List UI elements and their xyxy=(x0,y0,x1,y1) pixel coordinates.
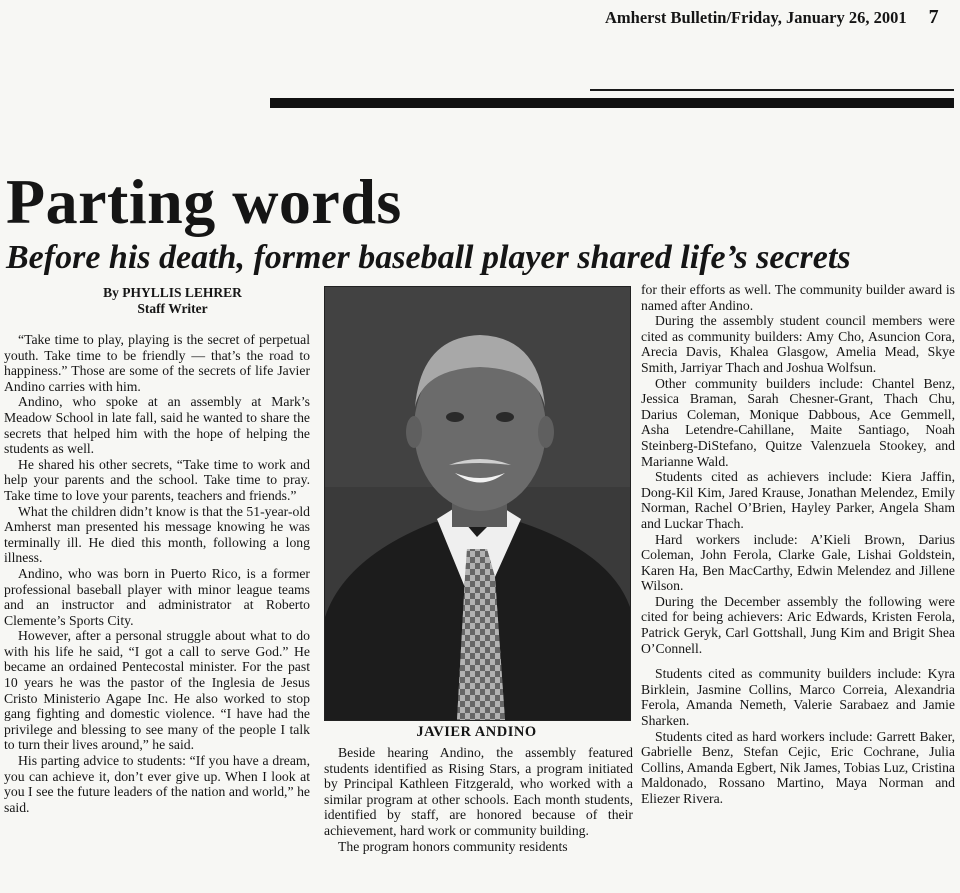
byline-author: By PHYLLIS LEHRER xyxy=(103,285,242,300)
paragraph: Students cited as achievers include: Kiera Jaffin, Dong-Kil Kim, Jared Krause, Jonathan Melendez, Emily Norman, Rachel O’Brien, Hayley Parker, Angela Sham and Luckar Thach. xyxy=(641,469,955,531)
masthead xyxy=(605,6,939,29)
paragraph: Hard workers include: A’Kieli Brown, Darius Coleman, John Ferola, Clarke Gale, Lishai Goldstein, Karen Ha, Ben MacCarthy, Edwin Melendez and Jillene Wilson. xyxy=(641,531,955,594)
portrait-illustration xyxy=(325,287,630,720)
paragraph: Andino, who spoke at an assembly at Mark’s Meadow School in late fall, said he wanted to share the secrets that helped him with the hope of helping the students as well. xyxy=(4,394,310,457)
paragraph: Other community builders include: Chantel Benz, Jessica Braman, Sarah Chesner-Grant, Thach Chu, Darius Coleman, Monique Dabbous, Ace Gemmell, Asha Letendre-Cahillane, Maite Santiago, Noah Steinberg-DiStefano, Quitze Valenzuela Stookey, and Marianne Wald. xyxy=(641,375,955,469)
portrait-photo xyxy=(324,286,631,721)
byline xyxy=(50,285,295,317)
paragraph: The program honors community residents xyxy=(338,838,568,854)
paragraph: He shared his other secrets, “Take time to work and help your parents and the school. Take time to pray. Take time to love your parents, teachers and friends.” xyxy=(4,456,310,503)
article-headline: Parting words xyxy=(6,166,402,237)
right-column xyxy=(641,282,955,807)
article-deck: Before his death, former baseball player shared life’s secrets xyxy=(6,239,851,276)
page-number: 7 xyxy=(928,6,939,28)
paragraph: Students cited as hard workers include: Garrett Baker, Gabrielle Benz, Stefan Cejic, Eric Cochrane, Julia Collins, Amanda Egbert, Nik James, Tobias Luz, Cristina Maldonado, Rossano Martino, Maya Norman and Eliezer Rivera. xyxy=(641,728,955,806)
header-thick-rule xyxy=(270,98,954,108)
paragraph: During the December assembly the following were cited for being achievers: Aric Edwards, Kristen Ferola, Patrick Geryk, Carl Gottshall, Jung Kim and Brigit Shea O’Connell. xyxy=(641,593,955,656)
paragraph: for their efforts as well. The community builder award is named after Andino. xyxy=(641,282,955,313)
paragraph: “Take time to play, playing is the secret of perpetual youth. Take time to be friendly — that’s the road to happiness.” Those are some of the secrets of life Javier Andino carries with him. xyxy=(4,332,310,394)
paragraph: His parting advice to students: “If you have a dream, you can achieve it, don’t ever give up. When I look at you I see the future leaders of the nation and world,” he said. xyxy=(4,753,310,815)
paragraph: Students cited as community builders include: Kyra Birklein, Jasmine Collins, Marco Correia, Alexandria Ferola, Amanda Nemeth, Valerie Sarabaez and Jamie Sharken. xyxy=(641,666,955,729)
paragraph: Andino, who was born in Puerto Rico, is a former professional baseball player with minor league teams and an instructor and administrator at Roberto Clemente’s Sports City. xyxy=(4,565,310,628)
publication-dateline: Amherst Bulletin/Friday, January 26, 2001 xyxy=(605,8,907,27)
middle-column xyxy=(324,745,633,854)
byline-role: Staff Writer xyxy=(137,301,208,316)
paragraph: Beside hearing Andino, the assembly featured students identified as Rising Stars, a program initiated by Principal Kathleen Fitzgerald, who worked with a similar program at other schools. Each month students, identified by staff, are honored because of their achievement, hard work or community building. xyxy=(324,745,633,838)
paragraph: However, after a personal struggle about what to do with his life he said, “I got a call to serve God.” He became an ordained Pentecostal minister. For the past 10 years he was the pastor of the Inglesia de Jesus Cristo Ministerio Agape Inc. He also worked to stop gang fighting and domestic violence. “I have had the privilege and blessing to see many of the people I talk to turn their lives around,” he said. xyxy=(4,628,310,753)
photo-caption: JAVIER ANDINO xyxy=(416,724,537,740)
header-thin-rule xyxy=(590,89,954,91)
paragraph: What the children didn’t know is that the 51-year-old Amherst man presented his message knowing he was terminally ill. He died this month, following a long illness. xyxy=(4,503,310,566)
paragraph: During the assembly student council members were cited as community builders: Amy Cho, Asuncion Cora, Arecia Davis, Khalea Glasgow, Amelia Mead, Skye Smith, Jarriyar Thach and Joshua Wolfsun. xyxy=(641,313,955,375)
left-column xyxy=(4,332,310,815)
